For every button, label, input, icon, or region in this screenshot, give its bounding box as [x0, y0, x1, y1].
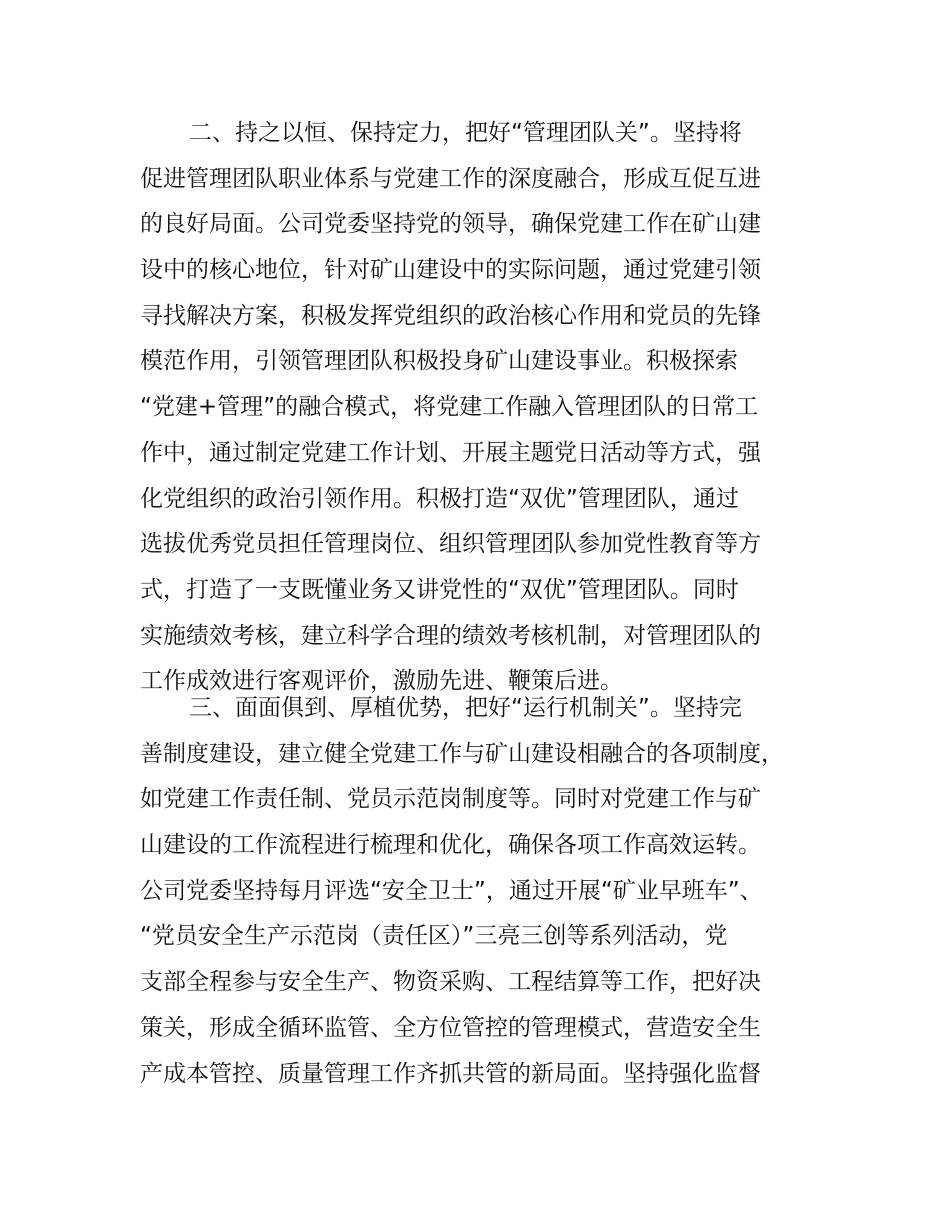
- paragraph-line: 策关，形成全循环监管、全方位管控的管理模式，营造安全生: [140, 1014, 761, 1041]
- paragraph-line: 模范作用，引领管理团队积极投身矿山建设事业。积极探索: [140, 348, 738, 375]
- paragraph-line: 实施绩效考核，建立科学合理的绩效考核机制，对管理团队的: [140, 622, 761, 649]
- paragraph-line: 山建设的工作流程进行梳理和优化，确保各项工作高效运转。: [140, 832, 761, 859]
- paragraph-line: 支部全程参与安全生产、物资采购、工程结算等工作，把好决: [140, 969, 761, 996]
- paragraph-line: 化党组织的政治引领作用。积极打造“双优”管理团队，通过: [140, 485, 739, 512]
- paragraph-line: 如党建工作责任制、党员示范岗制度等。同时对党建工作与矿: [140, 786, 761, 813]
- paragraph-line: 善制度建设，建立健全党建工作与矿山建设相融合的各项制度，: [140, 740, 784, 767]
- paragraph-line: 三、面面俱到、厚植优势，把好“运行机制关”。坚持完: [189, 695, 742, 721]
- paragraph-line: 式，打造了一支既懂业务又讲党性的“双优”管理团队。同时: [140, 576, 739, 603]
- paragraph-management-team: [140, 111, 820, 705]
- paragraph-line: 工作成效进行客观评价，激励先进、鞭策后进。: [140, 668, 623, 695]
- paragraph-line: 选拔优秀党员担任管理岗位、组织管理团队参加党性教育等方: [140, 531, 761, 558]
- paragraph-line: 二、持之以恒、保持定力，把好“管理团队关”。坚持将: [189, 120, 742, 146]
- paragraph-line: 产成本管控、质量管理工作齐抓共管的新局面。坚持强化监督: [140, 1060, 761, 1087]
- paragraph-line: 作中，通过制定党建工作计划、开展主题党日活动等方式，强: [140, 439, 761, 466]
- paragraph-line: 的良好局面。公司党委坚持党的领导，确保党建工作在矿山建: [140, 211, 761, 238]
- paragraph-operating-mechanism: [140, 686, 820, 1097]
- paragraph-line: 寻找解决方案，积极发挥党组织的政治核心作用和党员的先锋: [140, 302, 761, 329]
- paragraph-line: 设中的核心地位，针对矿山建设中的实际问题，通过党建引领: [140, 257, 761, 284]
- paragraph-line: “党建+管理”的融合模式，将党建工作融入管理团队的日常工: [140, 394, 759, 421]
- paragraph-line: 促进管理团队职业体系与党建工作的深度融合，形成互促互进: [140, 165, 761, 192]
- paragraph-line: “党员安全生产示范岗（责任区）”三亮三创等系列活动，党: [140, 923, 728, 950]
- paragraph-line: 公司党委坚持每月评选“安全卫士”，通过开展“矿业早班车”、: [140, 877, 763, 904]
